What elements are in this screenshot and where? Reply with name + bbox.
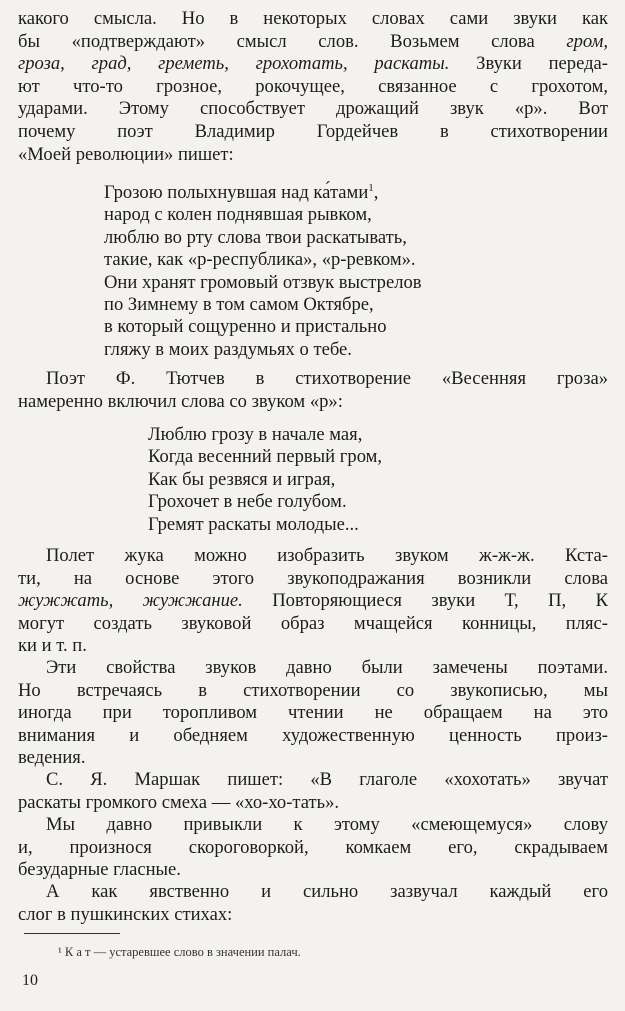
paragraph-3 [18, 545, 608, 658]
text-line: Поэт Ф. Тютчев в стихотворение «Весенняя гроза» [46, 368, 608, 389]
text-line: ударами. Этому способствует дрожащий звук «р». Вот [18, 98, 608, 120]
verse-line: Они хранят громовый отзвук выстрелов [104, 271, 422, 293]
footnote-mark: 1 [368, 181, 374, 194]
text-line: А как явственно и сильно зазвучал каждый его [46, 881, 608, 902]
text-line: ти, на основе этого звукоподражания возникли слова [18, 567, 608, 589]
text-line: Эти свойства звуков давно были замечены поэтами. [46, 657, 608, 678]
paragraph-5 [18, 769, 608, 814]
text-line: С. Я. Маршак пишет: «В глаголе «хохотать» звучат [46, 769, 608, 790]
verse-line: гляжу в моих раздумьях о тебе. [104, 338, 352, 360]
verse-line: народ с колен поднявшая рывком, [104, 204, 372, 226]
text-line: бы «подтверждают» смысл слов. Возьмем слова гром, [18, 30, 608, 52]
text-line: слог в пушкинских стихах: [18, 903, 233, 925]
verse-line: люблю во рту слова твои раскатывать, [104, 226, 407, 248]
text-line: Полет жука можно изобразить звуком ж-ж-ж. Кста- [46, 545, 608, 566]
text-line: ки и т. п. [18, 635, 87, 657]
text-line: какого смысла. Но в некоторых словах сами звуки как [18, 8, 608, 29]
paragraph-4 [18, 657, 608, 770]
text-line: намеренно включил слова со звуком «р»: [18, 390, 343, 412]
paragraph-2 [18, 368, 608, 413]
verse-line: Грозою полыхнувшая над ка́тами$^1$, [104, 181, 379, 203]
text-line: почему поэт Владимир Гордейчев в стихотворении [18, 120, 608, 142]
verse-line: по Зимнему в том самом Октябре, [104, 294, 374, 316]
text-line: Но встречаясь в стихотворении со звукописью, мы [18, 679, 608, 701]
verse-line: Когда весенний первый гром, [148, 446, 383, 468]
verse-line: Грохочет в небе голубом. [148, 491, 347, 513]
verse-line: такие, как «р-республика», «р-ревком». [104, 249, 416, 271]
paragraph-7 [18, 881, 608, 926]
text-line: жужжать, жужжание. Повторяющиеся звуки Т, П, К [18, 590, 608, 612]
verse-line: в который сощуренно и пристально [104, 316, 387, 338]
text-line: гроза, град, греметь, грохотать, раскаты. Звуки переда- [18, 53, 609, 75]
text-line: раскаты громкого смеха — «хо-хо-тать». [18, 791, 340, 813]
text-line: внимания и обедняем художественную ценность произ- [18, 724, 608, 746]
text-line: Мы давно привыкли к этому «смеющемуся» слову [46, 814, 608, 835]
footnote-divider [24, 933, 120, 934]
text-line: и, произнося скороговоркой, комкаем его, скрадываем [18, 836, 608, 858]
verse-tyutchev [148, 424, 382, 536]
paragraph-1 [18, 8, 608, 166]
page-number: 10 [22, 972, 38, 989]
paragraph-6 [18, 814, 608, 882]
verse-line: Как бы резвяся и играя, [148, 468, 336, 490]
verse-line: Люблю грозу в начале мая, [148, 424, 363, 445]
verse-gordeychev [104, 182, 422, 361]
text-line: ведения. [18, 747, 86, 769]
verse-line: Гремят раскаты молодые... [148, 513, 359, 535]
text-line: «Моей революции» пишет: [18, 143, 234, 165]
text-line: иногда при торопливом чтении не обращаем на это [18, 702, 608, 724]
footnote: ¹ К а т — устаревшее слово в значении палач. [58, 945, 301, 959]
text-line: могут создать звуковой образ мчащейся конницы, пляс- [18, 612, 608, 634]
text-line: безударные гласные. [18, 859, 181, 881]
text-line: ют что-то грозное, рокочущее, связанное с грохотом, [18, 75, 608, 97]
